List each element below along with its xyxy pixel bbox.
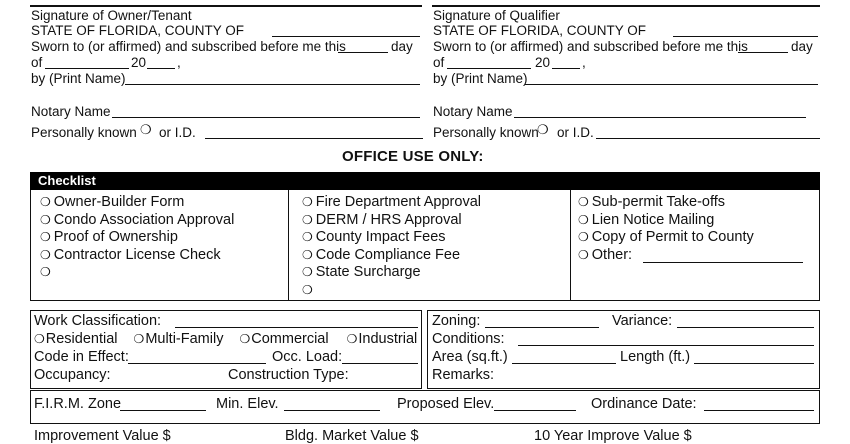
checklist-item[interactable]	[302, 282, 316, 300]
owner-print-name-field[interactable]	[125, 84, 420, 85]
length-label: Length (ft.)	[620, 349, 691, 365]
qualifier-or-id-label: or I.D.	[557, 125, 594, 140]
checkbox-circle-icon: ❍	[302, 195, 313, 209]
ordinance-date-label: Ordinance Date:	[591, 396, 697, 412]
checklist-item[interactable]: ❍ Other:	[578, 247, 633, 263]
checkbox-circle-icon: ❍	[578, 195, 589, 209]
area-field[interactable]	[512, 363, 616, 364]
occ-load-field[interactable]	[342, 363, 418, 364]
bldg-market-value-label: Bldg. Market Value $	[285, 428, 419, 444]
qualifier-signature-title: Signature of Qualifier	[433, 8, 560, 23]
ordinance-date-field[interactable]	[704, 410, 814, 411]
residential-radio-icon[interactable]: ❍	[34, 332, 45, 346]
checkbox-circle-icon: ❍	[302, 248, 313, 262]
checkbox-circle-icon: ❍	[578, 230, 589, 244]
occupancy-label: Occupancy:	[34, 367, 111, 383]
qualifier-print-name-field[interactable]	[525, 84, 818, 85]
work-type-row: ❍Residential ❍Multi-Family ❍Commercial ❍Industrial	[34, 331, 418, 347]
qualifier-day-field[interactable]	[738, 52, 788, 53]
remarks-label: Remarks:	[432, 367, 495, 383]
checkbox-circle-icon: ❍	[578, 248, 589, 262]
checklist-item[interactable]: ❍ Proof of Ownership	[40, 229, 178, 245]
checkbox-circle-icon: ❍	[302, 213, 313, 227]
checklist-item[interactable]: ❍ Lien Notice Mailing	[578, 212, 715, 228]
owner-day-field[interactable]	[338, 52, 388, 53]
qualifier-print-name-label: by (Print Name)	[433, 71, 528, 86]
occ-load-label: Occ. Load:	[272, 349, 343, 365]
checklist-item[interactable]: ❍ DERM / HRS Approval	[302, 212, 462, 228]
ten-year-improve-value-label: 10 Year Improve Value $	[534, 428, 692, 444]
min-elev-field[interactable]	[284, 410, 380, 411]
qualifier-of-label: of	[433, 55, 445, 70]
owner-year-comma: ,	[177, 55, 181, 70]
area-label: Area (sq.ft.)	[432, 349, 508, 365]
qualifier-known-radio-icon[interactable]: ❍	[537, 123, 549, 138]
length-field[interactable]	[694, 363, 814, 364]
checklist-other-field[interactable]	[643, 262, 803, 263]
owner-notary-label: Notary Name	[31, 104, 111, 119]
owner-signature-title: Signature of Owner/Tenant	[31, 8, 192, 23]
variance-label: Variance:	[612, 313, 673, 329]
owner-county-field[interactable]	[272, 36, 420, 37]
owner-year-prefix: 20	[131, 55, 147, 70]
checkbox-circle-icon: ❍	[302, 283, 313, 297]
checklist-divider-1	[288, 190, 289, 301]
zoning-label: Zoning:	[432, 313, 481, 329]
qualifier-notary-label: Notary Name	[433, 104, 513, 119]
checklist-item[interactable]: ❍ Sub-permit Take-offs	[578, 194, 726, 210]
checkbox-circle-icon: ❍	[40, 265, 51, 279]
multifamily-radio-icon[interactable]: ❍	[133, 332, 145, 346]
checkbox-circle-icon: ❍	[40, 195, 51, 209]
conditions-label: Conditions:	[432, 331, 505, 347]
checklist-item[interactable]: ❍ Copy of Permit to County	[578, 229, 754, 245]
min-elev-label: Min. Elev.	[216, 396, 279, 412]
checklist-item[interactable]: ❍ County Impact Fees	[302, 229, 446, 245]
office-use-heading: OFFICE USE ONLY:	[342, 148, 484, 165]
checklist-item[interactable]: ❍ Contractor License Check	[40, 247, 221, 263]
owner-year-field[interactable]	[147, 68, 175, 69]
checklist-item[interactable]: ❍ Fire Department Approval	[302, 194, 481, 210]
owner-of-label: of	[31, 55, 43, 70]
checklist-item[interactable]: ❍ State Surcharge	[302, 264, 421, 280]
checkbox-circle-icon: ❍	[40, 230, 51, 244]
checklist-header: Checklist	[30, 172, 820, 190]
commercial-radio-icon[interactable]: ❍	[239, 332, 251, 346]
qualifier-sworn-text: Sworn to (or affirmed) and subscribed before me this	[433, 39, 748, 54]
checklist-item[interactable]: ❍ Owner-Builder Form	[40, 194, 185, 210]
qualifier-id-field[interactable]	[596, 138, 820, 139]
owner-id-field[interactable]	[205, 138, 423, 139]
industrial-radio-icon[interactable]: ❍	[346, 332, 358, 346]
owner-print-name-label: by (Print Name)	[31, 71, 126, 86]
construction-type-label: Construction Type:	[228, 367, 349, 383]
checklist-item[interactable]	[40, 264, 54, 282]
owner-sworn-text: Sworn to (or affirmed) and subscribed before me this	[31, 39, 346, 54]
proposed-elev-label: Proposed Elev.	[397, 396, 495, 412]
checklist-item[interactable]: ❍ Condo Association Approval	[40, 212, 235, 228]
owner-month-field[interactable]	[45, 68, 129, 69]
improvement-value-label: Improvement Value $	[34, 428, 171, 444]
owner-known-label: Personally known	[31, 125, 137, 140]
checklist-item[interactable]: ❍ Code Compliance Fee	[302, 247, 461, 263]
checkbox-circle-icon: ❍	[302, 265, 313, 279]
checkbox-circle-icon: ❍	[40, 248, 51, 262]
owner-notary-field[interactable]	[112, 117, 420, 118]
checkbox-circle-icon: ❍	[302, 230, 313, 244]
qualifier-year-prefix: 20	[535, 55, 551, 70]
qualifier-known-label: Personally known	[433, 125, 539, 140]
qualifier-month-field[interactable]	[447, 68, 531, 69]
qualifier-day-label: day	[791, 39, 813, 54]
qualifier-year-field[interactable]	[552, 68, 580, 69]
qualifier-county-field[interactable]	[673, 36, 818, 37]
zoning-field[interactable]	[485, 327, 599, 328]
code-in-effect-label: Code in Effect:	[34, 349, 129, 365]
qualifier-notary-field[interactable]	[514, 117, 806, 118]
top-border-right	[432, 5, 820, 7]
proposed-elev-field[interactable]	[494, 410, 576, 411]
checkbox-circle-icon: ❍	[578, 213, 589, 227]
owner-known-radio-icon[interactable]: ❍	[140, 123, 152, 138]
owner-county-label: STATE OF FLORIDA, COUNTY OF	[31, 23, 245, 38]
qualifier-year-comma: ,	[582, 55, 586, 70]
firm-zone-field[interactable]	[120, 410, 206, 411]
top-border-left	[30, 5, 422, 7]
checkbox-circle-icon: ❍	[40, 213, 51, 227]
owner-day-label: day	[391, 39, 413, 54]
checklist-divider-2	[570, 190, 571, 301]
variance-field[interactable]	[677, 327, 814, 328]
owner-or-id-label: or I.D.	[159, 125, 196, 140]
firm-zone-label: F.I.R.M. Zone	[34, 396, 122, 412]
qualifier-county-label: STATE OF FLORIDA, COUNTY OF	[433, 23, 647, 38]
work-classification-label: Work Classification:	[34, 313, 162, 329]
work-classification-field[interactable]	[175, 327, 418, 328]
conditions-field[interactable]	[518, 345, 814, 346]
code-in-effect-field[interactable]	[128, 363, 266, 364]
